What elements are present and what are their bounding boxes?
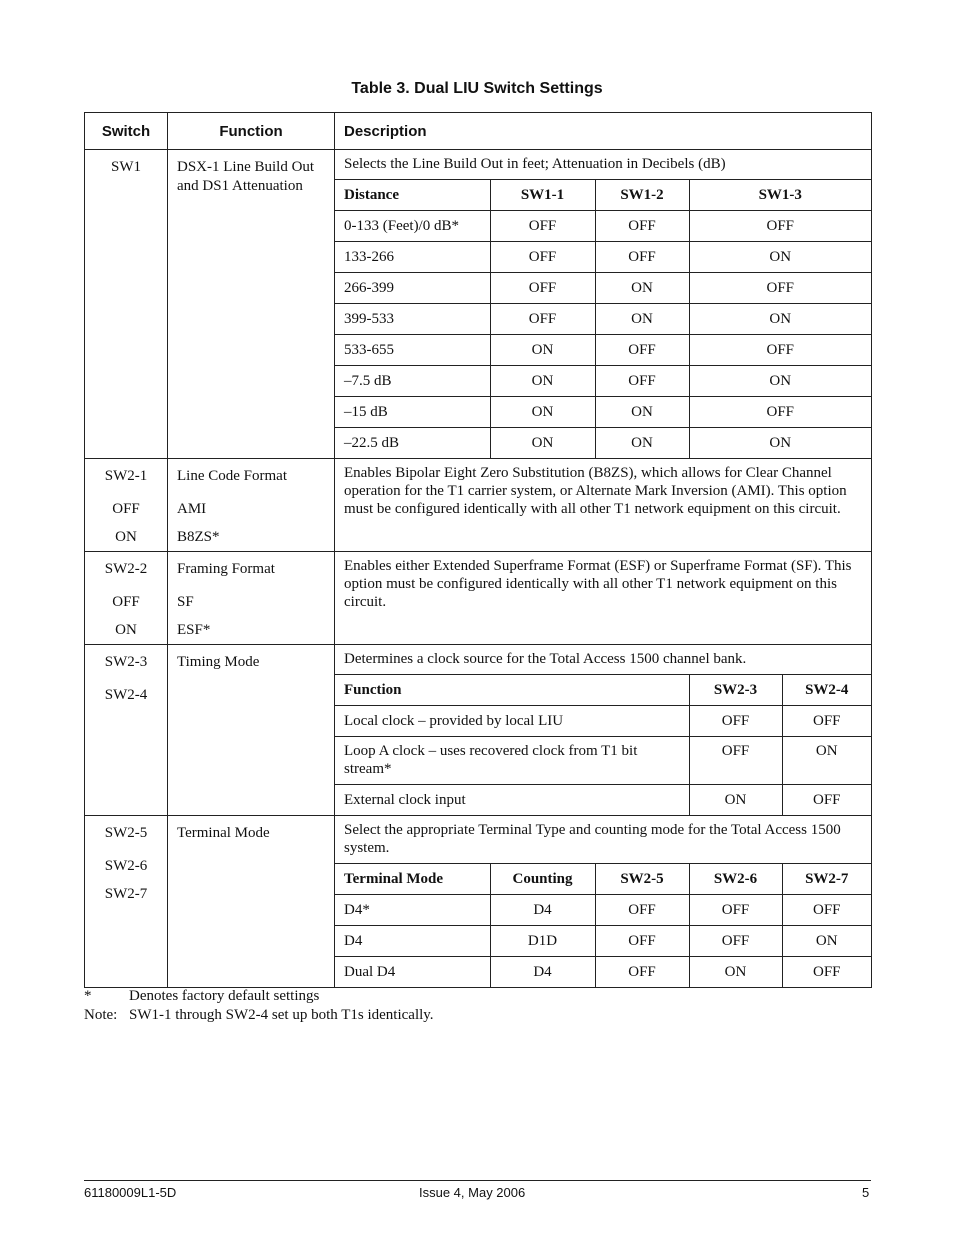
function-cell: Framing Format SF ESF*	[168, 552, 335, 645]
terminal-mode-subtable: Terminal Mode Counting SW2-5 SW2-6 SW2-7 D4* D4 OFF OFF OFF D4 D1D OFF OFF ON Dual D4 D4 OFF ON OFF	[335, 863, 871, 987]
table-row	[85, 816, 872, 988]
description-cell: Enables Bipolar Eight Zero Substitution (B8ZS), which allows for Clear Channel operation for the T1 carrier system, or Alternate Mark Inversion (AMI). This option must be configured identically with all other T1 network equipment on this circuit.	[335, 459, 872, 552]
header-function: Function	[168, 113, 335, 150]
issue-date: Issue 4, May 2006	[419, 1185, 526, 1200]
document-number: 61180009L1-5D	[84, 1185, 177, 1200]
function-cell: Line Code Format AMI B8ZS*	[168, 459, 335, 552]
subtable-row: 533-655 ON OFF OFF	[335, 335, 871, 366]
function-cell: Terminal Mode	[168, 816, 335, 988]
subtable-row: –7.5 dB ON OFF ON	[335, 366, 871, 397]
footer-divider	[84, 1180, 871, 1181]
page-number: 5	[862, 1185, 870, 1200]
subtable-row: 266-399 OFF ON OFF	[335, 273, 871, 304]
table-notes	[84, 987, 434, 1025]
description-cell: Enables either Extended Superframe Format (ESF) or Superframe Format (SF). This option must be configured identically with all other T1 network equipment on this circuit.	[335, 552, 872, 645]
switch-cell: SW2-1 OFF ON	[85, 459, 168, 552]
function-cell: DSX-1 Line Build Out and DS1 Attenuation	[168, 150, 335, 459]
subtable-row: Loop A clock – uses recovered clock from T1 bit stream* OFF ON	[335, 737, 871, 785]
header-switch: Switch	[85, 113, 168, 150]
switch-cell: SW2-3 SW2-4	[85, 645, 168, 816]
description-cell: Select the appropriate Terminal Type and counting mode for the Total Access 1500 system. Terminal Mode Counting SW2-5 SW2-6 SW2-7 D4* D4 OFF OFF OFF D4 D1D OFF OFF ON Dual D4 D4 OFF ON OFF	[335, 816, 872, 988]
line-build-out-subtable: Distance SW1-1 SW1-2 SW1-3 0-133 (Feet)/0 dB* OFF OFF OFF 133-266 OFF OFF ON 266-399 OFF ON OFF 399-533 OFF ON ON 533-655 ON OFF OFF –7.5 dB ON OFF ON –15 dB ON ON OFF –22.5 dB ON ON ON	[335, 179, 871, 458]
description-cell: Selects the Line Build Out in feet; Attenuation in Decibels (dB) Distance SW1-1 SW1-2 SW1-3 0-133 (Feet)/0 dB* OFF OFF OFF 133-266 OFF OFF ON 266-399 OFF ON OFF 399-533 OFF ON ON 533-655 ON OFF OFF –7.5 dB ON OFF ON –15 dB ON ON OFF –22.5 dB ON ON ON	[335, 150, 872, 459]
subtable-row: 0-133 (Feet)/0 dB* OFF OFF OFF	[335, 211, 871, 242]
description-cell: Determines a clock source for the Total Access 1500 channel bank. Function SW2-3 SW2-4 Local clock – provided by local LIU OFF OFF Loop A clock – uses recovered clock from T1 bit stream* OFF ON External clock input ON OFF	[335, 645, 872, 816]
table-row	[85, 645, 872, 816]
table-row	[85, 552, 872, 645]
table-title: Table 3. Dual LIU Switch Settings	[351, 80, 603, 97]
subtable-row: 399-533 OFF ON ON	[335, 304, 871, 335]
subtable-row: 133-266 OFF OFF ON	[335, 242, 871, 273]
table-row	[85, 459, 872, 552]
timing-mode-subtable: Function SW2-3 SW2-4 Local clock – provided by local LIU OFF OFF Loop A clock – uses recovered clock from T1 bit stream* OFF ON External clock input ON OFF	[335, 674, 871, 815]
switch-cell: SW1	[85, 150, 168, 459]
note-label: Note:	[84, 1007, 118, 1023]
subtable-row: D4* D4 OFF OFF OFF	[335, 895, 871, 926]
subtable-row: –15 dB ON ON OFF	[335, 397, 871, 428]
switch-cell: SW2-2 OFF ON	[85, 552, 168, 645]
footnote-mark: *	[84, 988, 92, 1004]
subtable-row: External clock input ON OFF	[335, 785, 871, 816]
subtable-row: –22.5 dB ON ON ON	[335, 428, 871, 459]
subtable-row: Local clock – provided by local LIU OFF OFF	[335, 706, 871, 737]
function-cell: Timing Mode	[168, 645, 335, 816]
note-text: SW1-1 through SW2-4 set up both T1s identically.	[129, 1007, 434, 1023]
switch-cell: SW2-5 SW2-6 SW2-7	[85, 816, 168, 988]
table-header-row	[85, 113, 872, 150]
switch-settings-table	[84, 112, 872, 988]
header-description: Description	[335, 113, 872, 150]
subtable-row: Dual D4 D4 OFF ON OFF	[335, 957, 871, 988]
table-row	[85, 150, 872, 459]
footnote-text: Denotes factory default settings	[129, 988, 320, 1004]
subtable-row: D4 D1D OFF OFF ON	[335, 926, 871, 957]
